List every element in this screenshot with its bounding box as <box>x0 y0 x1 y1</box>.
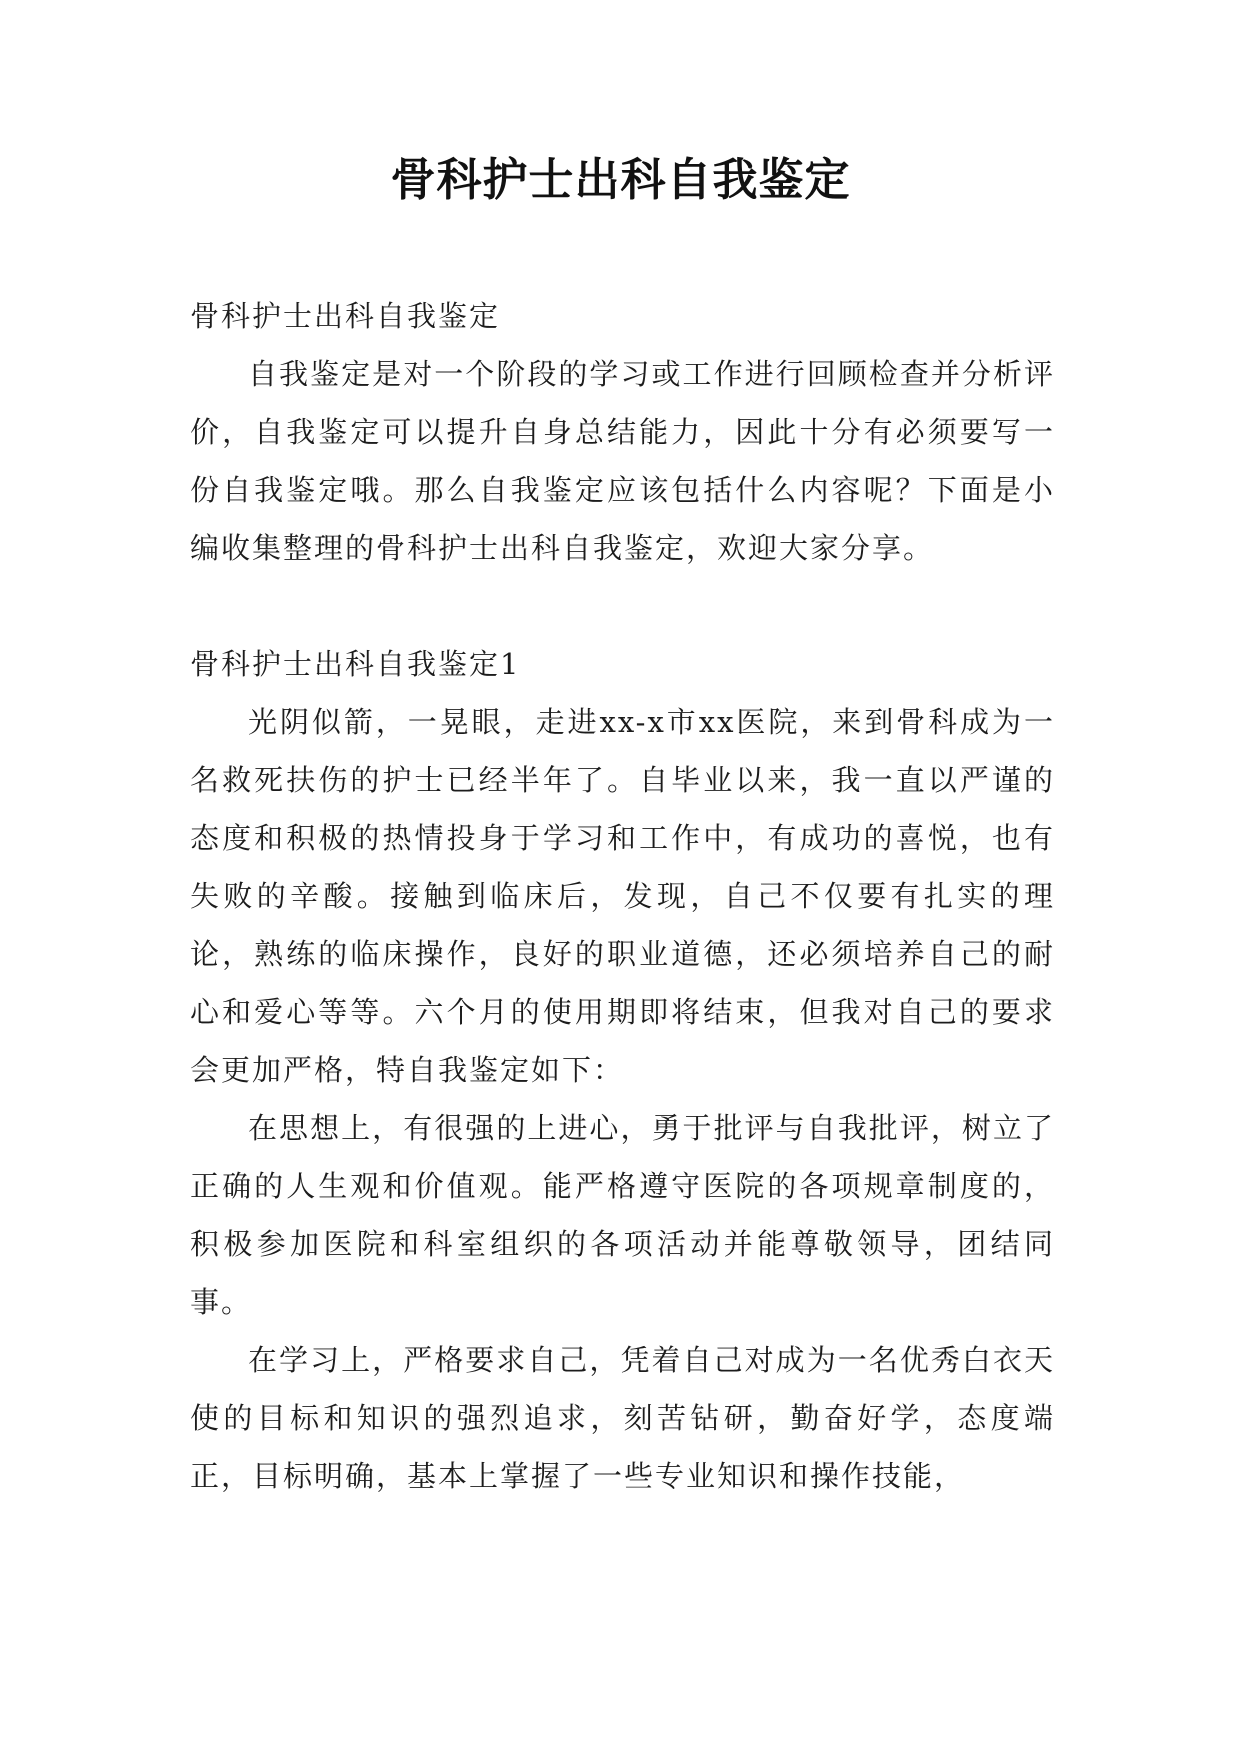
body-paragraph: 光阴似箭，一晃眼，走进xx-x市xx医院，来到骨科成为一名救死扶伤的护士已经半年了。自毕业以来，我一直以严谨的态度和积极的热情投身于学习和工作中，有成功的喜悦，也有失败的辛酸。接触到临床后，发现，自己不仅要有扎实的理论，熟练的临床操作，良好的职业道德，还必须培养自己的耐心和爱心等等。六个月的使用期即将结束，但我对自己的要求会更加严格，特自我鉴定如下： <box>190 705 1055 1087</box>
document-body <box>190 287 1055 1505</box>
paragraph-spacer <box>190 577 1055 635</box>
document-subtitle: 骨科护士出科自我鉴定 <box>190 299 501 333</box>
document-title: 骨科护士出科自我鉴定 <box>390 153 851 206</box>
section-heading: 骨科护士出科自我鉴定1 <box>190 647 521 681</box>
body-paragraph: 在学习上，严格要求自己，凭着自己对成为一名优秀白衣天使的目标和知识的强烈追求，刻苦钻研，勤奋好学，态度端正，目标明确，基本上掌握了一些专业知识和操作技能， <box>190 1343 1055 1493</box>
intro-paragraph: 自我鉴定是对一个阶段的学习或工作进行回顾检查并分析评价，自我鉴定可以提升自身总结能力，因此十分有必须要写一份自我鉴定哦。那么自我鉴定应该包括什么内容呢？下面是小编收集整理的骨科护士出科自我鉴定，欢迎大家分享。 <box>190 357 1055 565</box>
body-paragraph: 在思想上，有很强的上进心，勇于批评与自我批评，树立了正确的人生观和价值观。能严格遵守医院的各项规章制度的，积极参加医院和科室组织的各项活动并能尊敬领导，团结同事。 <box>190 1111 1055 1319</box>
